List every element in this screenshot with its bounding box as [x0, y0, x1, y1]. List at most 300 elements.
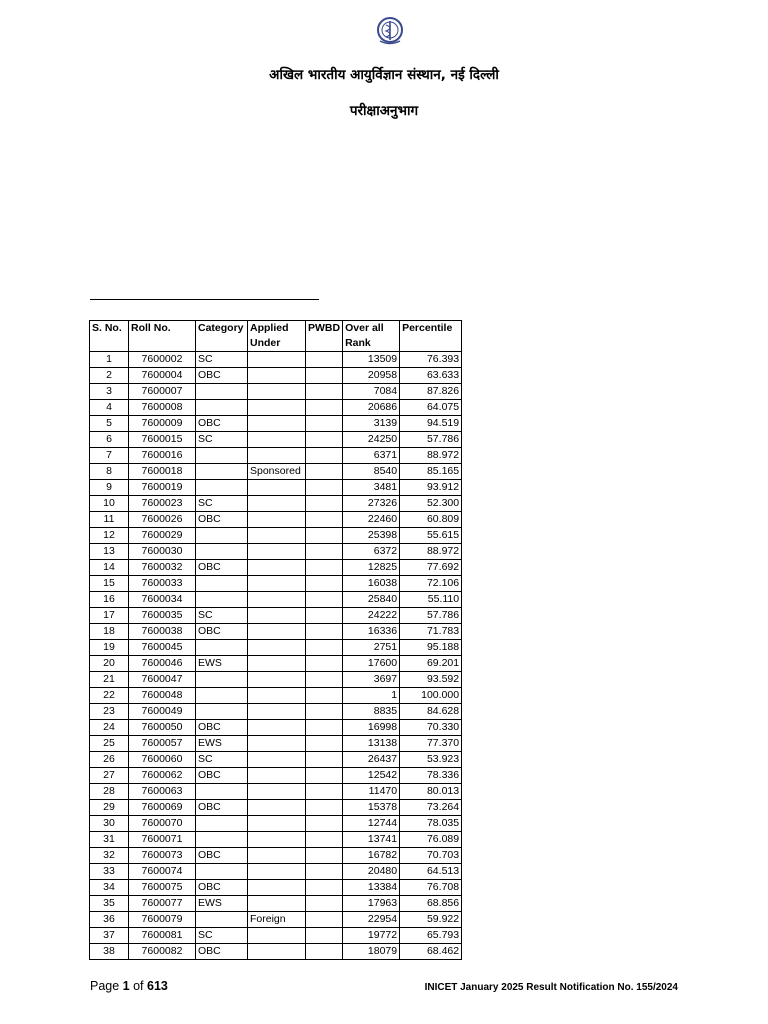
cell-sno: 1: [90, 352, 129, 368]
page-current: 1: [122, 979, 130, 993]
column-header-percentile: Percentile: [400, 321, 462, 352]
cell-roll-no: 7600050: [129, 720, 196, 736]
cell-overall-rank: 6372: [343, 544, 400, 560]
cell-pwbd: [306, 736, 343, 752]
cell-roll-no: 7600073: [129, 848, 196, 864]
table-row: [90, 896, 462, 912]
cell-overall-rank: 18079: [343, 944, 400, 960]
cell-applied-under: [248, 448, 306, 464]
cell-pwbd: [306, 432, 343, 448]
cell-pwbd: [306, 608, 343, 624]
cell-overall-rank: 11470: [343, 784, 400, 800]
table-row: [90, 832, 462, 848]
cell-sno: 15: [90, 576, 129, 592]
cell-roll-no: 7600074: [129, 864, 196, 880]
cell-roll-no: 7600032: [129, 560, 196, 576]
cell-category: OBC: [196, 944, 248, 960]
cell-roll-no: 7600062: [129, 768, 196, 784]
cell-percentile: 70.703: [400, 848, 462, 864]
cell-overall-rank: 17963: [343, 896, 400, 912]
cell-overall-rank: 8540: [343, 464, 400, 480]
cell-pwbd: [306, 576, 343, 592]
cell-sno: 20: [90, 656, 129, 672]
cell-applied-under: [248, 832, 306, 848]
cell-roll-no: 7600033: [129, 576, 196, 592]
cell-applied-under: [248, 400, 306, 416]
cell-category: SC: [196, 496, 248, 512]
cell-overall-rank: 24250: [343, 432, 400, 448]
cell-applied-under: [248, 736, 306, 752]
cell-applied-under: [248, 752, 306, 768]
cell-roll-no: 7600046: [129, 656, 196, 672]
table-row: [90, 608, 462, 624]
cell-percentile: 76.393: [400, 352, 462, 368]
cell-roll-no: 7600026: [129, 512, 196, 528]
cell-pwbd: [306, 448, 343, 464]
cell-category: [196, 528, 248, 544]
cell-pwbd: [306, 944, 343, 960]
results-table: [89, 320, 462, 960]
table-row: [90, 576, 462, 592]
cell-roll-no: 7600071: [129, 832, 196, 848]
cell-percentile: 63.633: [400, 368, 462, 384]
cell-sno: 29: [90, 800, 129, 816]
column-header-pwbd: PWBD: [306, 321, 343, 352]
cell-applied-under: [248, 656, 306, 672]
cell-applied-under: Foreign: [248, 912, 306, 928]
cell-overall-rank: 12825: [343, 560, 400, 576]
cell-applied-under: [248, 352, 306, 368]
institute-title: अखिल भारतीय आयुर्विज्ञान संस्थान, नई दिल्ली: [269, 67, 499, 83]
cell-roll-no: 7600063: [129, 784, 196, 800]
cell-roll-no: 7600015: [129, 432, 196, 448]
column-header-sno: S. No.: [90, 321, 129, 352]
cell-roll-no: 7600075: [129, 880, 196, 896]
cell-applied-under: [248, 720, 306, 736]
cell-category: SC: [196, 752, 248, 768]
cell-sno: 5: [90, 416, 129, 432]
cell-overall-rank: 25398: [343, 528, 400, 544]
cell-pwbd: [306, 688, 343, 704]
cell-category: OBC: [196, 624, 248, 640]
cell-sno: 18: [90, 624, 129, 640]
divider-line: [90, 299, 319, 300]
cell-category: [196, 544, 248, 560]
table-row: [90, 496, 462, 512]
cell-roll-no: 7600007: [129, 384, 196, 400]
cell-category: EWS: [196, 736, 248, 752]
table-row: [90, 672, 462, 688]
table-row: [90, 704, 462, 720]
cell-category: [196, 480, 248, 496]
cell-pwbd: [306, 528, 343, 544]
cell-pwbd: [306, 416, 343, 432]
column-header-category: Category: [196, 321, 248, 352]
cell-category: OBC: [196, 560, 248, 576]
notification-number: INICET January 2025 Result Notification No. 155/2024: [424, 982, 678, 993]
cell-applied-under: [248, 544, 306, 560]
cell-applied-under: [248, 512, 306, 528]
page-indicator: [90, 979, 168, 993]
table-row: [90, 656, 462, 672]
table-row: [90, 480, 462, 496]
cell-category: [196, 912, 248, 928]
cell-percentile: 70.330: [400, 720, 462, 736]
cell-category: OBC: [196, 768, 248, 784]
cell-sno: 28: [90, 784, 129, 800]
cell-roll-no: 7600047: [129, 672, 196, 688]
cell-applied-under: [248, 480, 306, 496]
cell-applied-under: [248, 896, 306, 912]
cell-category: [196, 400, 248, 416]
cell-pwbd: [306, 768, 343, 784]
cell-percentile: 68.856: [400, 896, 462, 912]
cell-applied-under: [248, 496, 306, 512]
table-row: [90, 432, 462, 448]
cell-sno: 10: [90, 496, 129, 512]
cell-sno: 19: [90, 640, 129, 656]
cell-pwbd: [306, 720, 343, 736]
cell-pwbd: [306, 640, 343, 656]
cell-overall-rank: 16336: [343, 624, 400, 640]
cell-roll-no: 7600038: [129, 624, 196, 640]
cell-percentile: 76.089: [400, 832, 462, 848]
cell-roll-no: 7600023: [129, 496, 196, 512]
cell-sno: 4: [90, 400, 129, 416]
cell-roll-no: 7600030: [129, 544, 196, 560]
cell-percentile: 88.972: [400, 544, 462, 560]
cell-roll-no: 7600045: [129, 640, 196, 656]
cell-applied-under: [248, 368, 306, 384]
cell-overall-rank: 12542: [343, 768, 400, 784]
cell-sno: 22: [90, 688, 129, 704]
section-title: परीक्षाअनुभाग: [349, 103, 419, 119]
cell-applied-under: [248, 384, 306, 400]
cell-applied-under: [248, 528, 306, 544]
table-row: [90, 400, 462, 416]
cell-percentile: 78.035: [400, 816, 462, 832]
cell-sno: 35: [90, 896, 129, 912]
cell-roll-no: 7600034: [129, 592, 196, 608]
column-header-overall-rank: [343, 321, 400, 352]
cell-applied-under: [248, 784, 306, 800]
cell-category: SC: [196, 432, 248, 448]
cell-percentile: 80.013: [400, 784, 462, 800]
cell-category: EWS: [196, 896, 248, 912]
cell-roll-no: 7600008: [129, 400, 196, 416]
cell-percentile: 100.000: [400, 688, 462, 704]
cell-sno: 3: [90, 384, 129, 400]
table-row: [90, 464, 462, 480]
column-header-applied-under: [248, 321, 306, 352]
cell-overall-rank: 26437: [343, 752, 400, 768]
cell-pwbd: [306, 656, 343, 672]
table-row: [90, 448, 462, 464]
cell-pwbd: [306, 832, 343, 848]
cell-roll-no: 7600049: [129, 704, 196, 720]
cell-pwbd: [306, 816, 343, 832]
cell-sno: 2: [90, 368, 129, 384]
cell-overall-rank: 15378: [343, 800, 400, 816]
cell-overall-rank: 2751: [343, 640, 400, 656]
cell-roll-no: 7600016: [129, 448, 196, 464]
cell-overall-rank: 19772: [343, 928, 400, 944]
cell-pwbd: [306, 496, 343, 512]
cell-percentile: 65.793: [400, 928, 462, 944]
cell-overall-rank: 3139: [343, 416, 400, 432]
cell-pwbd: [306, 880, 343, 896]
cell-category: [196, 704, 248, 720]
cell-percentile: 78.336: [400, 768, 462, 784]
cell-overall-rank: 3481: [343, 480, 400, 496]
cell-overall-rank: 13509: [343, 352, 400, 368]
cell-roll-no: 7600002: [129, 352, 196, 368]
cell-category: [196, 640, 248, 656]
table-row: [90, 512, 462, 528]
cell-overall-rank: 3697: [343, 672, 400, 688]
cell-roll-no: 7600035: [129, 608, 196, 624]
cell-applied-under: [248, 672, 306, 688]
table-row: [90, 416, 462, 432]
cell-sno: 32: [90, 848, 129, 864]
cell-applied-under: [248, 432, 306, 448]
cell-roll-no: 7600077: [129, 896, 196, 912]
table-row: [90, 592, 462, 608]
cell-pwbd: [306, 912, 343, 928]
cell-percentile: 64.075: [400, 400, 462, 416]
cell-category: OBC: [196, 720, 248, 736]
cell-sno: 13: [90, 544, 129, 560]
cell-percentile: 77.370: [400, 736, 462, 752]
cell-pwbd: [306, 592, 343, 608]
table-row: [90, 800, 462, 816]
table-row: [90, 720, 462, 736]
cell-category: [196, 816, 248, 832]
cell-roll-no: 7600081: [129, 928, 196, 944]
cell-overall-rank: 17600: [343, 656, 400, 672]
cell-overall-rank: 13138: [343, 736, 400, 752]
column-header-roll: Roll No.: [129, 321, 196, 352]
cell-category: [196, 576, 248, 592]
cell-applied-under: [248, 640, 306, 656]
cell-sno: 23: [90, 704, 129, 720]
cell-category: SC: [196, 352, 248, 368]
cell-percentile: 72.106: [400, 576, 462, 592]
cell-percentile: 93.592: [400, 672, 462, 688]
cell-overall-rank: 25840: [343, 592, 400, 608]
cell-overall-rank: 8835: [343, 704, 400, 720]
cell-percentile: 68.462: [400, 944, 462, 960]
cell-category: OBC: [196, 368, 248, 384]
table-row: [90, 688, 462, 704]
cell-applied-under: [248, 864, 306, 880]
cell-percentile: 55.615: [400, 528, 462, 544]
cell-applied-under: [248, 688, 306, 704]
cell-sno: 38: [90, 944, 129, 960]
cell-category: [196, 864, 248, 880]
cell-sno: 9: [90, 480, 129, 496]
cell-overall-rank: 6371: [343, 448, 400, 464]
cell-roll-no: 7600018: [129, 464, 196, 480]
cell-sno: 31: [90, 832, 129, 848]
cell-category: EWS: [196, 656, 248, 672]
cell-roll-no: 7600069: [129, 800, 196, 816]
cell-percentile: 94.519: [400, 416, 462, 432]
table-row: [90, 384, 462, 400]
cell-roll-no: 7600057: [129, 736, 196, 752]
cell-percentile: 57.786: [400, 608, 462, 624]
cell-overall-rank: 12744: [343, 816, 400, 832]
cell-category: SC: [196, 608, 248, 624]
table-row: [90, 352, 462, 368]
cell-applied-under: [248, 704, 306, 720]
cell-pwbd: [306, 704, 343, 720]
cell-category: [196, 672, 248, 688]
cell-applied-under: [248, 848, 306, 864]
cell-category: [196, 384, 248, 400]
cell-category: OBC: [196, 880, 248, 896]
cell-percentile: 88.972: [400, 448, 462, 464]
cell-applied-under: [248, 880, 306, 896]
cell-category: [196, 448, 248, 464]
cell-roll-no: 7600029: [129, 528, 196, 544]
cell-percentile: 76.708: [400, 880, 462, 896]
cell-applied-under: [248, 816, 306, 832]
cell-category: [196, 688, 248, 704]
cell-sno: 33: [90, 864, 129, 880]
table-row: [90, 768, 462, 784]
cell-sno: 12: [90, 528, 129, 544]
cell-percentile: 77.692: [400, 560, 462, 576]
cell-applied-under: [248, 624, 306, 640]
cell-pwbd: [306, 624, 343, 640]
cell-roll-no: 7600019: [129, 480, 196, 496]
cell-sno: 26: [90, 752, 129, 768]
cell-roll-no: 7600082: [129, 944, 196, 960]
overall-rank-label: Over all Rank: [345, 322, 384, 349]
cell-percentile: 57.786: [400, 432, 462, 448]
cell-percentile: 85.165: [400, 464, 462, 480]
table-row: [90, 640, 462, 656]
cell-sno: 6: [90, 432, 129, 448]
cell-sno: 7: [90, 448, 129, 464]
cell-pwbd: [306, 464, 343, 480]
cell-sno: 14: [90, 560, 129, 576]
cell-overall-rank: 7084: [343, 384, 400, 400]
cell-overall-rank: 16038: [343, 576, 400, 592]
cell-sno: 17: [90, 608, 129, 624]
cell-pwbd: [306, 784, 343, 800]
cell-pwbd: [306, 672, 343, 688]
cell-category: [196, 784, 248, 800]
table-row: [90, 912, 462, 928]
table-row: [90, 368, 462, 384]
table-row: [90, 848, 462, 864]
cell-pwbd: [306, 848, 343, 864]
cell-category: OBC: [196, 848, 248, 864]
cell-applied-under: [248, 928, 306, 944]
cell-category: OBC: [196, 416, 248, 432]
table-header-row: [90, 321, 462, 352]
cell-pwbd: [306, 560, 343, 576]
table-row: [90, 880, 462, 896]
cell-pwbd: [306, 400, 343, 416]
table-row: [90, 544, 462, 560]
cell-roll-no: 7600009: [129, 416, 196, 432]
cell-sno: 8: [90, 464, 129, 480]
cell-overall-rank: 16998: [343, 720, 400, 736]
cell-percentile: 55.110: [400, 592, 462, 608]
cell-applied-under: Sponsored: [248, 464, 306, 480]
cell-pwbd: [306, 752, 343, 768]
cell-pwbd: [306, 480, 343, 496]
cell-category: [196, 592, 248, 608]
table-row: [90, 864, 462, 880]
cell-category: [196, 832, 248, 848]
applied-under-label: Applied Under: [250, 322, 289, 349]
cell-overall-rank: 13741: [343, 832, 400, 848]
cell-applied-under: [248, 944, 306, 960]
cell-overall-rank: 20958: [343, 368, 400, 384]
page-of: of: [129, 979, 147, 993]
table-row: [90, 560, 462, 576]
page-prefix: Page: [90, 979, 123, 993]
table-row: [90, 624, 462, 640]
cell-overall-rank: 20686: [343, 400, 400, 416]
page-total: 613: [147, 979, 168, 993]
cell-percentile: 59.922: [400, 912, 462, 928]
cell-pwbd: [306, 864, 343, 880]
cell-percentile: 84.628: [400, 704, 462, 720]
cell-sno: 34: [90, 880, 129, 896]
cell-sno: 16: [90, 592, 129, 608]
cell-overall-rank: 13384: [343, 880, 400, 896]
cell-applied-under: [248, 416, 306, 432]
cell-overall-rank: 22460: [343, 512, 400, 528]
cell-percentile: 71.783: [400, 624, 462, 640]
cell-percentile: 64.513: [400, 864, 462, 880]
cell-percentile: 52.300: [400, 496, 462, 512]
cell-roll-no: 7600004: [129, 368, 196, 384]
cell-category: OBC: [196, 800, 248, 816]
cell-pwbd: [306, 800, 343, 816]
cell-overall-rank: 20480: [343, 864, 400, 880]
cell-pwbd: [306, 928, 343, 944]
cell-category: [196, 464, 248, 480]
cell-sno: 11: [90, 512, 129, 528]
table-row: [90, 784, 462, 800]
cell-category: SC: [196, 928, 248, 944]
cell-roll-no: 7600060: [129, 752, 196, 768]
cell-pwbd: [306, 544, 343, 560]
cell-pwbd: [306, 352, 343, 368]
cell-percentile: 73.264: [400, 800, 462, 816]
cell-sno: 24: [90, 720, 129, 736]
cell-sno: 27: [90, 768, 129, 784]
cell-overall-rank: 24222: [343, 608, 400, 624]
cell-percentile: 93.912: [400, 480, 462, 496]
cell-sno: 25: [90, 736, 129, 752]
aiims-emblem-icon: [376, 15, 404, 47]
cell-applied-under: [248, 592, 306, 608]
cell-overall-rank: 1: [343, 688, 400, 704]
cell-category: OBC: [196, 512, 248, 528]
cell-sno: 21: [90, 672, 129, 688]
cell-overall-rank: 22954: [343, 912, 400, 928]
cell-roll-no: 7600070: [129, 816, 196, 832]
cell-applied-under: [248, 800, 306, 816]
cell-pwbd: [306, 512, 343, 528]
